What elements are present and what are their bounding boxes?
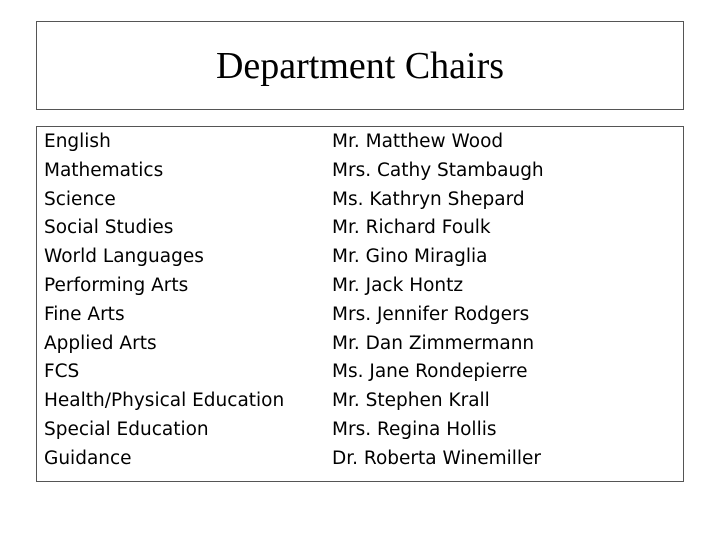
title-box	[36, 21, 684, 110]
chair-item: Mrs. Jennifer Rodgers	[332, 303, 530, 325]
department-item: Guidance	[44, 447, 132, 469]
department-item: Social Studies	[44, 217, 174, 239]
chair-item: Mr. Richard Foulk	[332, 217, 491, 239]
chair-item: Mrs. Regina Hollis	[332, 418, 497, 440]
chair-item: Ms. Kathryn Shepard	[332, 188, 525, 210]
department-item: Special Education	[44, 418, 209, 440]
department-list	[44, 128, 284, 474]
content-box	[36, 126, 684, 482]
page-title: Department Chairs	[215, 44, 505, 87]
chair-item: Ms. Jane Rondepierre	[332, 361, 528, 383]
chair-item: Mrs. Cathy Stambaugh	[332, 159, 544, 181]
department-item: FCS	[44, 361, 80, 383]
department-item: Mathematics	[44, 159, 164, 181]
chair-item: Mr. Matthew Wood	[332, 131, 504, 152]
department-item: Applied Arts	[44, 332, 157, 354]
chair-item: Mr. Jack Hontz	[332, 274, 464, 296]
department-item: Health/Physical Education	[44, 390, 285, 412]
chair-item: Mr. Stephen Krall	[332, 390, 490, 412]
department-item: World Languages	[44, 246, 204, 268]
department-item: Performing Arts	[44, 274, 189, 296]
department-item: English	[44, 131, 111, 152]
department-item: Science	[44, 188, 116, 210]
chair-item: Dr. Roberta Winemiller	[332, 447, 542, 469]
chair-list	[332, 128, 544, 474]
chair-item: Mr. Gino Miraglia	[332, 246, 488, 268]
department-item: Fine Arts	[44, 303, 125, 325]
chair-item: Mr. Dan Zimmermann	[332, 332, 535, 354]
